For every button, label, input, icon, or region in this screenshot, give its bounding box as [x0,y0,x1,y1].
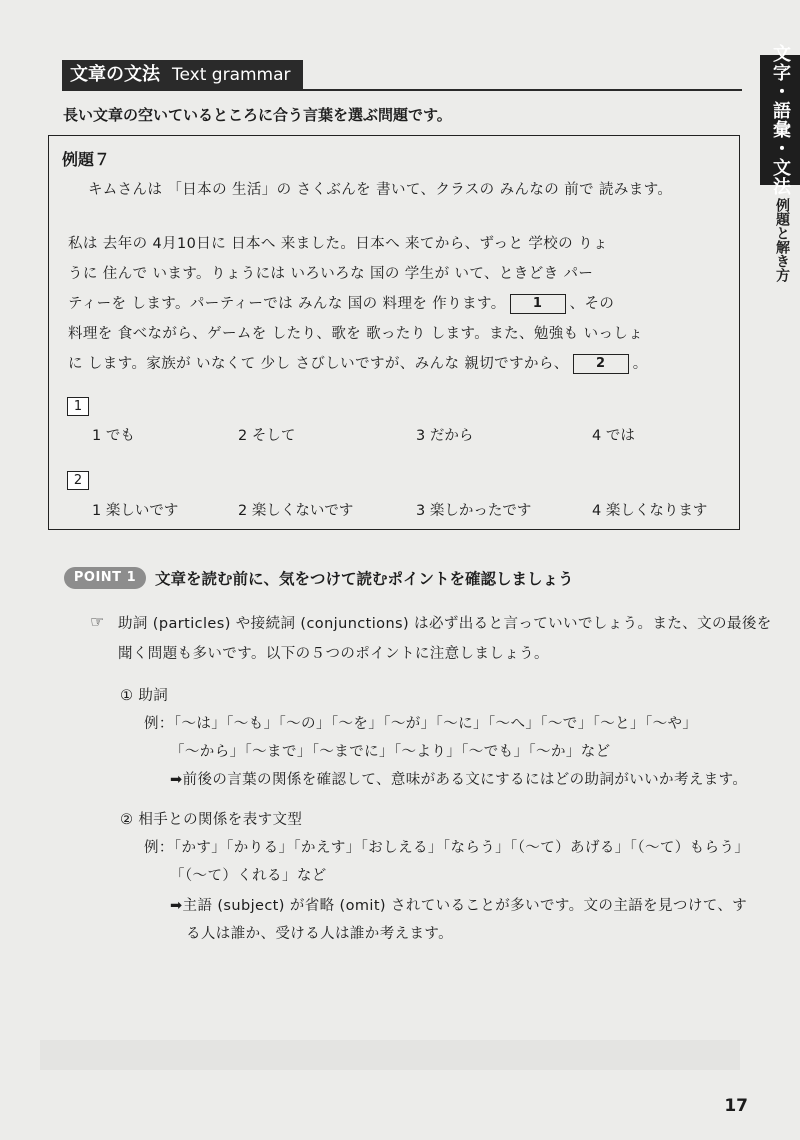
item-2-arrow-note-line-2: る人は誰か、受ける人は誰か考えます。 [186,926,454,942]
chapter-tab: 文字・語彙・文法 [760,55,800,185]
passage-line-5 [68,352,648,374]
section-title [62,60,303,90]
point-intro-line-1: 助詞 (particles) や接続詞 (conjunctions) は必ず出ると言っていいでしょう。また、文の最後を [118,616,772,632]
passage-line-3-text: ティーを します。パーティーでは みんな 国の 料理を 作ります。 [68,296,506,312]
passage-line-3-after: 、その [569,296,615,312]
page-number: 17 [724,1096,748,1116]
item-1-arrow-note: ➡前後の言葉の関係を確認して、意味がある文にするにはどの助詞がいいか考えます。 [170,772,748,788]
section-subtitle: 長い文章の空いているところに合う言葉を選ぶ問題です。 [63,106,452,124]
blank-2-box[interactable]: 2 [573,354,629,374]
question-1-option-3[interactable]: 3 だから [416,428,474,444]
passage-line-2: うに 住んで います。りょうには いろいろな 国の 学生が いて、ときどき パー [68,266,594,282]
passage-line-1: 私は 去年の 4月10日に 日本へ 来ました。日本へ 来てから、ずっと 学校の りょ [68,236,608,252]
question-2-number: 2 [67,471,89,490]
question-1-option-1[interactable]: 1 でも [92,428,135,444]
example-intro: キムさんは 「日本の 生活」の さくぶんを 書いて、クラスの みんなの 前で 読みます。 [88,182,673,198]
item-2-title: ② 相手との関係を表す文型 [120,812,303,828]
item-1-title: ① 助詞 [120,688,169,704]
section-title-en: Text grammar [172,65,291,85]
point-heading: 文章を読む前に、気をつけて読むポイントを確認しましょう [155,570,574,588]
pointing-hand-icon: ☞ [90,612,105,631]
question-1-number: 1 [67,397,89,416]
passage-line-5-text: に します。家族が いなくて 少し さびしいですが、みんな 親切ですから、 [68,356,569,372]
section-rule [62,89,742,91]
chapter-subtab: 例題と解き方 [774,198,790,282]
question-1-option-4[interactable]: 4 では [592,428,635,444]
passage-line-3 [68,292,614,314]
item-2-example-line-1: 例：「かす」「かりる」「かえす」「おしえる」「ならう」「（～て）あげる」「（～て）もらう」 [144,840,750,856]
item-1-example-line-2: 「～から」「～まで」「～までに」「～より」「～でも」「～か」など [170,744,611,760]
question-2-option-1[interactable]: 1 楽しいです [92,503,179,519]
passage-line-5-after: 。 [632,356,648,372]
item-2-arrow-note-line-1: ➡主語 (subject) が省略 (omit) されていることが多いです。文の主語を見つけて、す [170,898,748,914]
section-title-jp: 文章の文法 [70,64,160,85]
item-2-example-line-2: 「（～て）くれる」など [170,868,327,884]
item-1-example-line-1: 例：「～は」「～も」「～の」「～を」「～が」「～に」「～へ」「～で」「～と」「～や」 [144,716,698,732]
question-1-option-2[interactable]: 2 そして [238,428,296,444]
example-title: 例題７ [62,150,111,169]
blank-1-box[interactable]: 1 [510,294,566,314]
point-intro-line-2: 聞く問題も多いです。以下の５つのポイントに注意しましょう。 [118,646,549,662]
question-2-option-3[interactable]: 3 楽しかったです [416,503,532,519]
point-badge: POINT 1 [64,567,146,589]
question-2-option-2[interactable]: 2 楽しくないです [238,503,354,519]
passage-line-4: 料理を 食べながら、ゲームを したり、歌を 歌ったり します。また、勉強も いっしょ [68,326,644,342]
question-2-option-4[interactable]: 4 楽しくなります [592,503,708,519]
bleed-through-band [40,1040,740,1070]
